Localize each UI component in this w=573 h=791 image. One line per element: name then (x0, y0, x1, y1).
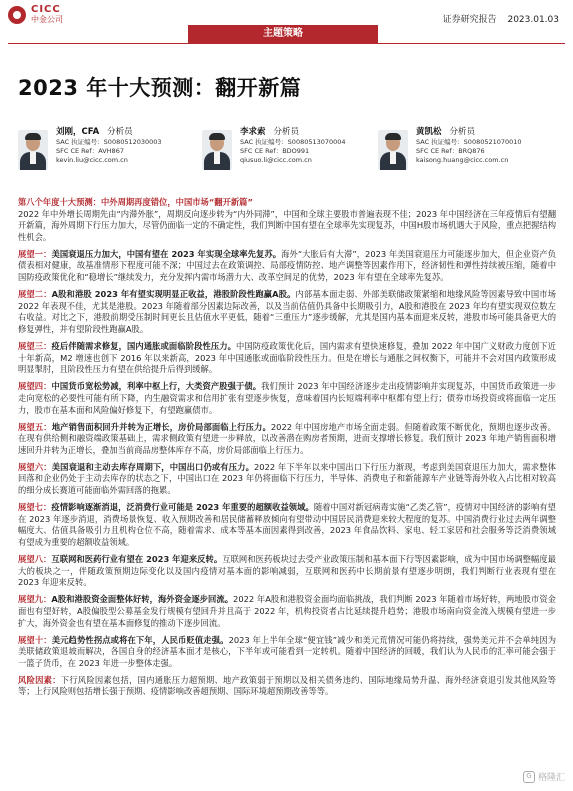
report-body (18, 197, 556, 704)
analyst-role: 分析员 (449, 127, 476, 137)
forecast-section (18, 554, 556, 589)
analyst-email[interactable]: kevin.liu@cicc.com.cn (56, 156, 128, 164)
section-body: 下行风险因素包括，国内通胀压力超预期、地产政策弱于预期以及相关债务违约、国际地缘局势升温、海外经济衰退引发其他风险等等；上行风险则包括增长强于预期、疫情影响改善超预期、国际环境超预期改善等等。 (18, 674, 556, 697)
watermark (523, 770, 565, 783)
section-lead: 互联网和医药行业有望在 2023 年迎来反转。 (51, 554, 223, 565)
section-body: 2023 年上半年全球“便宜钱”减少和美元荒情况可能仍将持续，强势美元并不会单纯因为美联储政策退坡而解决，各国自身的经济基本面才是核心，下半年或可能看到一定转机。随着中国经济的回暖，我们认为人民币的汇率可能会强于一篮子货币，在 2023 年进一步整体走强。 (18, 634, 556, 668)
section-body: 2022 年中外增长周期先由“内滞外胀”，周期反向逐步转为“内外同滞”，中国和全球主要股市普遍表现不佳；2023 年中国经济在三年疫情后有望翻开新篇，海外周期下行压力加大，尽管仍面临一定的不确定性，我们判断中国有望在全球率先实现复苏，中国H股市场机遇大于风险，重点把握结构性机会。 (18, 208, 556, 242)
section-title: 展望九： (18, 594, 52, 605)
section-title: 展望三： (18, 341, 52, 352)
section-title: 展望七： (18, 502, 52, 513)
section-lead: 疫情影响逐渐消退，泛消费行业可能是 2023 年重要的超额收益领域。 (51, 502, 314, 513)
section-body: 中国防疫政策优化后，国内需求有望快速修复，叠加 2022 年中国广义财政力度创下近十年新高，M2 增速也创下 2016 年以来新高，2023 年中国通胀或面临阶段性压力。但是在增长与通胀之间权衡下，可能并不会对国内政策形成明显掣肘，且阶段性压力有望在供给提升后得到缓解。 (18, 341, 556, 375)
forecast-section (18, 249, 556, 284)
section-body: 2022 年中国房地产市场全面走弱。但随着政策不断优化，预期也逐步改善。在现有供给侧和融资端政策基础上，需求侧政策有望进一步释放，以改善潜在购房者预期，进而支撑增长修复。我们预计 2023 年地产销售面积增速回升并转为正增长，叠加当前商品房整体库存不高，房价局部面临上行压力。 (18, 421, 556, 455)
header-divider (8, 43, 565, 44)
avatar (18, 130, 48, 170)
analyst-name: 黄凯松 (416, 127, 442, 137)
section-title: 展望五： (18, 421, 52, 432)
analyst-sac: SAC 执证编号：S0080513070004 (240, 138, 346, 146)
analyst-name: 李求索 (240, 127, 266, 137)
section-title: 展望二： (18, 289, 52, 300)
logo-english: CICC (31, 4, 61, 15)
section-title: 展望一： (18, 248, 52, 259)
section-title: 展望十： (18, 634, 52, 645)
category-banner: 主题策略 (188, 25, 378, 43)
analyst-list (18, 128, 558, 186)
section-title: 展望八： (18, 554, 52, 565)
section-body: 2022 年A股和港股资金面均面临挑战，我们判断 2023 年随着市场好转，两地股市资金面也有望好转，A股偏股型公募基金发行规模有望回升并且高于 2022 年，机构投资者占比延续提升趋势；港股市场南向资金流入规模有望进一步扩大，海外资金也有望在基本面修复的推动下逐步回流。 (18, 594, 556, 628)
report-type: 证券研究报告 (442, 15, 497, 25)
forecast-section (18, 635, 556, 670)
section-lead: A股和港股 2023 年有望实现明显正收益，港股阶段性跑赢A股。 (51, 289, 296, 300)
forecast-section (18, 289, 556, 335)
section-lead: 地产销售面积回升并转为正增长，房价局部面临上行压力。 (51, 421, 271, 432)
analyst-role: 分析员 (273, 127, 300, 137)
risk-section (18, 675, 556, 698)
section-lead: 疫后伴随需求修复，国内通胀或面临阶段性压力。 (51, 341, 237, 352)
section-body: 我们预计 2023 年中国经济逐步走出疫情影响并实现复苏，中国货币政策进一步走向宽松的必要性可能有所下降，内生融资需求和信用扩张有望逐步恢复，意味着国内长短端利率中枢都有望上行；债券市场投资或将面临一定压力，股市在基本面和风险偏好修复下，有望跑赢债市。 (18, 381, 556, 415)
cicc-logo (8, 5, 63, 25)
analyst-sfc: SFC CE Ref：AVH867 (56, 147, 124, 155)
forecast-section (18, 341, 556, 376)
analyst-name: 刘刚，CFA (56, 127, 100, 137)
report-date: 2023.01.03 (507, 15, 559, 25)
section-body: 随着中国对新冠病毒实施“乙类乙管”，疫情对中国经济的影响有望在 2023 年逐步消退，消费场景恢复、收入预期改善和居民储蓄释放倾向有望带动中国居民消费迎来较大程度的复苏。中国消费行业过去两年调整幅度大、估值具备吸引力且机构仓位不高，随着需求、成本等基本面因素得到改善，2023 年食品饮料、家电、轻工家居和社会服务等泛消费领域有望成为重要的超额收益领域。 (18, 502, 556, 547)
section-body: 2022 年下半年以来中国出口下行压力渐现，考虑到美国衰退压力加大，需求整体回落和企业仍处于主动去库存的状态之下，中国出口在 2023 年仍将面临下行压力，半导体、消费电子和新能源车产业链等海外收入占比相对较高的细分成长赛道可能面临外需回落的拖累。 (18, 461, 556, 496)
forecast-section (18, 594, 556, 629)
forecast-section (18, 462, 556, 497)
section-title: 展望六： (18, 461, 52, 472)
section-lead: 美国衰退和主动去库存周期下，中国出口仍或有压力。 (51, 461, 255, 472)
analyst-sac: SAC 执证编号：S0080512030003 (56, 138, 162, 146)
watermark-text: 格隆汇 (537, 773, 565, 783)
avatar (202, 130, 232, 170)
section-body: 互联网和医药板块过去受产业政策压制和基本面下行等因素影响，成为中国市场调整幅度最大的板块之一，伴随政策预期边际变化以及国内疫情对基本面的影响减弱，互联网和医药中长期前景有望逐步明朗，我们判断行业表现有望在 2023 年迎来反转。 (18, 554, 556, 588)
forecast-section (18, 381, 556, 416)
summary-section (18, 197, 556, 243)
section-lead: 美元趋势性拐点或将在下年，人民币贬值走强。 (51, 634, 229, 645)
section-lead: A股和港股资金面整体好转，海外资金逐步回流。 (51, 594, 234, 605)
section-title: 第八个年度十大预测：中外周期再度错位，中国市场“翻开新篇” (18, 197, 253, 207)
analyst-sfc: SFC CE Ref：BDO991 (240, 147, 310, 155)
forecast-section (18, 502, 556, 548)
forecast-section (18, 422, 556, 457)
section-title: 风险因素： (18, 674, 61, 685)
page-title: 2023 年十大预测：翻开新篇 (18, 76, 302, 100)
logo-chinese: 中金公司 (31, 15, 63, 24)
section-body: 海外“大胀后有大滞”，2023 年美国衰退压力可能逐步加大，但企业资产负债表相对健康，故基准情形下程度可能不深；中国过去在政策调控、局部疫情防控、地产调整等因素作用下，经济韧性和弹性持续被压缩，随着中国防疫政策优化和“稳增长”继续发力，充分发挥内需市场潜力大、改革空间足的优势，2023 年有望在全球率先复苏。 (18, 248, 557, 283)
section-lead: 美国衰退压力加大，中国有望在 2023 年实现全球率先复苏。 (51, 248, 282, 259)
analyst-sac: SAC 执证编号：S0080521070010 (416, 138, 522, 146)
section-body: 内部基本面走弱、外部美联储政策紧缩和地缘风险等因素导致中国市场 2022 年表现不佳，尤其是港股。2023 年随着部分因素边际改善，以及当前估值仍具备中长期吸引力，A股和港股在 2023 年均有望实现双位数左右收益。对比之下，港股前期受压制时间更长且估值水平更低，随着“三重压力”逐步缓解，尤其是国内基本面迎来反转，港股市场可能具备更大的修复弹性，并有望阶段性跑赢A股。 (18, 289, 556, 334)
analyst-role: 分析员 (107, 127, 133, 137)
header-meta (435, 12, 559, 25)
watermark-logo-icon: G (523, 771, 535, 783)
section-lead: 中国货币宽松势减，利率中枢上行，大类资产股强于债。 (51, 381, 262, 392)
section-title: 展望四： (18, 381, 52, 392)
analyst-email[interactable]: qiusuo.li@cicc.com.cn (240, 156, 312, 164)
cicc-logo-icon (8, 6, 26, 24)
analyst-sfc: SFC CE Ref：BRQ876 (416, 147, 485, 155)
analyst-email[interactable]: kaisong.huang@cicc.com.cn (416, 156, 509, 164)
avatar (378, 130, 408, 170)
